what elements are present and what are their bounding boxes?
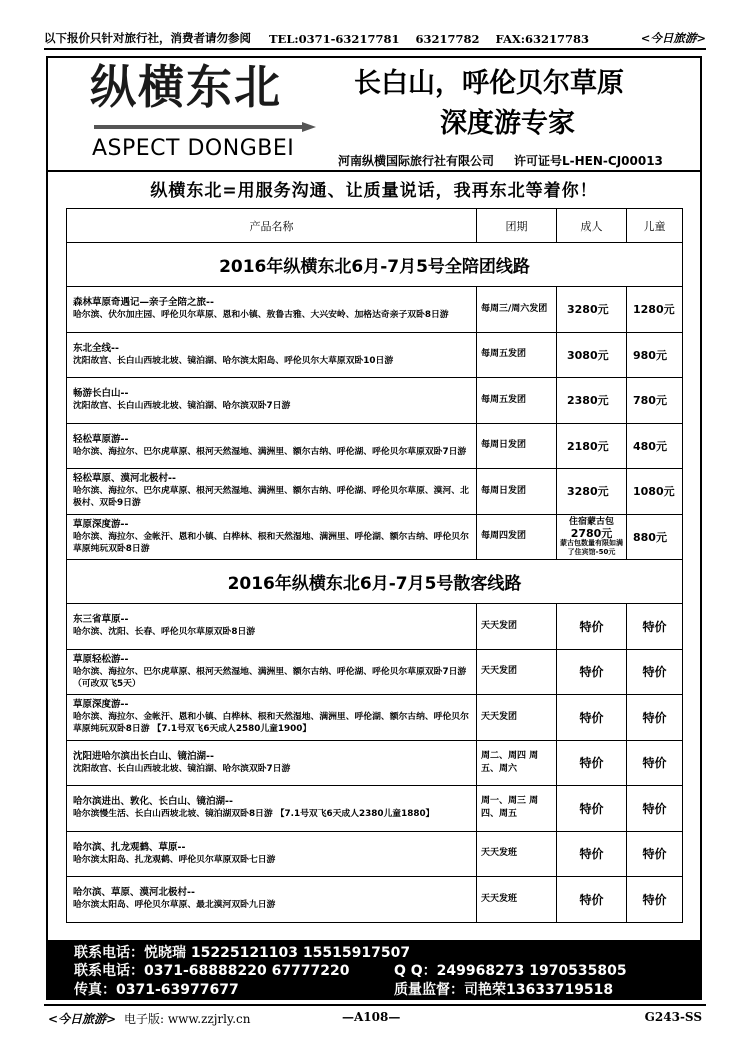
product-cell bbox=[67, 378, 477, 424]
child-price: 480元 bbox=[627, 423, 683, 469]
section-title-scatter: 2016年纵横东北6月-7月5号散客线路 bbox=[67, 560, 683, 604]
product-title: 沈阳进哈尔滨出长白山、镜泊湖-- bbox=[73, 750, 214, 762]
child-price: 特价 bbox=[627, 786, 683, 832]
adult-price: 3080元 bbox=[557, 332, 627, 378]
table-row bbox=[67, 831, 683, 877]
adult-price: 3280元 bbox=[557, 287, 627, 333]
product-desc: 沈阳故宫、长白山西坡北坡、镜泊湖、哈尔滨双卧7日游 bbox=[73, 401, 291, 412]
product-title: 东三省草原-- bbox=[73, 614, 129, 626]
schedule-cell: 每周日发团 bbox=[477, 469, 557, 515]
child-price: 880元 bbox=[627, 514, 683, 560]
schedule-cell: 周一、周三 周四、周五 bbox=[477, 786, 557, 832]
section-row bbox=[67, 560, 683, 604]
product-cell bbox=[67, 423, 477, 469]
adult-price: 特价 bbox=[557, 877, 627, 923]
product-cell bbox=[67, 740, 477, 786]
top-notice-bar bbox=[44, 30, 706, 50]
ad-header bbox=[48, 58, 700, 172]
child-price: 特价 bbox=[627, 695, 683, 741]
product-desc: 哈尔滨、海拉尔、金帐汗、恩和小镇、白桦林、根和天然湿地、满洲里、呼伦湖、额尔古纳、呼伦贝尔草原纯玩双卧8日游 【7.1号双飞6天成人2580儿童1900】 bbox=[73, 712, 469, 735]
adult-price-yurt bbox=[557, 514, 627, 560]
child-price: 特价 bbox=[627, 604, 683, 650]
product-cell bbox=[67, 604, 477, 650]
product-desc: 沈阳故宫、长白山西坡北坡、镜泊湖、哈尔滨太阳岛、呼伦贝尔大草原双卧10日游 bbox=[73, 355, 394, 366]
contact-phone-2: 联系电话：0371-68888220 67777220 bbox=[74, 963, 350, 979]
adult-price-note: 住宿蒙古包 bbox=[568, 516, 614, 527]
adult-price: 特价 bbox=[557, 604, 627, 650]
product-cell bbox=[67, 287, 477, 333]
product-desc: 哈尔滨、沈阳、长春、呼伦贝尔草原双卧8日游 bbox=[73, 627, 256, 638]
product-title: 森林草原奇遇记—亲子全陪之旅-- bbox=[73, 297, 214, 309]
child-price: 980元 bbox=[627, 332, 683, 378]
child-price: 780元 bbox=[627, 378, 683, 424]
product-title: 哈尔滨、扎龙观鹤、草原-- bbox=[73, 841, 186, 853]
schedule-cell: 每周四发团 bbox=[477, 514, 557, 560]
product-cell bbox=[67, 514, 477, 560]
schedule-cell: 周二、周四 周五、周六 bbox=[477, 740, 557, 786]
slogan: 纵横东北=用服务沟通、让质量说话，我再东北等着你！ bbox=[150, 181, 598, 201]
schedule-cell: 天天发团 bbox=[477, 604, 557, 650]
product-title: 畅游长白山-- bbox=[73, 388, 129, 400]
schedule-cell: 每周五发团 bbox=[477, 378, 557, 424]
adult-price: 特价 bbox=[557, 649, 627, 695]
logo-chinese: 纵横东北 bbox=[90, 60, 282, 114]
table-row bbox=[67, 287, 683, 333]
table-row bbox=[67, 332, 683, 378]
product-desc: 哈尔滨、海拉尔、巴尔虎草原、根河天然湿地、满洲里、额尔古纳、呼伦湖、呼伦贝尔草原双卧7日游（可改双飞5天） bbox=[73, 666, 467, 689]
product-cell bbox=[67, 786, 477, 832]
bottom-website: 电子版: www.zzjrly.cn bbox=[124, 1012, 251, 1026]
product-desc: 哈尔滨太阳岛、呼伦贝尔草原、最北漠河双卧九日游 bbox=[73, 900, 276, 911]
product-cell bbox=[67, 831, 477, 877]
product-cell bbox=[67, 877, 477, 923]
product-title: 轻松草原、漠河北极村-- bbox=[73, 473, 176, 485]
logo-english: ASPECT DONGBEI bbox=[92, 136, 295, 161]
adult-price: 2780元 bbox=[570, 526, 613, 540]
product-desc: 哈尔滨、海拉尔、巴尔虎草原、根河天然湿地、满洲里、额尔古纳、呼伦湖、呼伦贝尔草原、漠河、北极村、双卧9日游 bbox=[73, 486, 469, 509]
child-price: 1080元 bbox=[627, 469, 683, 515]
child-price: 特价 bbox=[627, 877, 683, 923]
page-number: —A108— bbox=[342, 1010, 401, 1024]
table-row bbox=[67, 649, 683, 695]
product-desc: 哈尔滨、海拉尔、巴尔虎草原、根河天然湿地、满洲里、额尔古纳、呼伦湖、呼伦贝尔草原双卧7日游 bbox=[73, 446, 467, 457]
contact-qq: Q Q：249968273 1970535805 bbox=[394, 963, 627, 979]
table-row bbox=[67, 514, 683, 560]
product-desc: 哈尔滨慢生活、长白山西坡北坡、镜泊湖双卧8日游 【7.1号双飞6天成人2380儿童1880】 bbox=[73, 809, 435, 820]
page-code: G243-SS bbox=[644, 1010, 702, 1024]
headline-primary: 长白山，呼伦贝尔草原 bbox=[354, 68, 624, 99]
child-price: 特价 bbox=[627, 831, 683, 877]
quality-supervisor: 质量监督：司艳荣13633719518 bbox=[394, 982, 614, 998]
child-price: 特价 bbox=[627, 649, 683, 695]
child-price: 1280元 bbox=[627, 287, 683, 333]
schedule-cell: 天天发班 bbox=[477, 877, 557, 923]
product-cell bbox=[67, 649, 477, 695]
schedule-cell: 每周五发团 bbox=[477, 332, 557, 378]
notice-text: 以下报价只针对旅行社，消费者请勿参阅 bbox=[44, 31, 251, 45]
table-row bbox=[67, 786, 683, 832]
product-title: 哈尔滨进出、敦化、长白山、镜泊湖-- bbox=[73, 796, 233, 808]
table-row bbox=[67, 378, 683, 424]
product-title: 轻松草原游-- bbox=[73, 433, 129, 445]
table-row bbox=[67, 469, 683, 515]
tel-text: TEL:0371-63217781 bbox=[269, 32, 400, 46]
header-child: 儿童 bbox=[627, 209, 683, 243]
child-price: 特价 bbox=[627, 740, 683, 786]
header-adult: 成人 bbox=[557, 209, 627, 243]
header-schedule: 团期 bbox=[477, 209, 557, 243]
product-title: 草原深度游-- bbox=[73, 699, 129, 711]
price-table bbox=[66, 208, 683, 923]
table-row bbox=[67, 877, 683, 923]
company-name: 河南纵横国际旅行社有限公司 bbox=[338, 154, 495, 168]
bottom-brand: <今日旅游> bbox=[48, 1012, 117, 1026]
table-row bbox=[67, 695, 683, 741]
adult-price: 2380元 bbox=[557, 378, 627, 424]
adult-price: 特价 bbox=[557, 786, 627, 832]
headline-secondary: 深度游专家 bbox=[440, 108, 575, 139]
adult-price: 特价 bbox=[557, 695, 627, 741]
product-desc: 哈尔滨、伏尔加庄园、呼伦贝尔草原、恩和小镇、敖鲁古雅、大兴安岭、加格达奇亲子双卧8日游 bbox=[73, 310, 449, 321]
header-product: 产品名称 bbox=[67, 209, 477, 243]
schedule-cell: 每周日发团 bbox=[477, 423, 557, 469]
schedule-cell: 天天发团 bbox=[477, 695, 557, 741]
adult-price-remark: 蒙古包数量有限如满了住宾馆-50元 bbox=[560, 538, 623, 556]
license-number: 许可证号L-HEN-CJ00013 bbox=[514, 154, 663, 168]
section-row bbox=[67, 243, 683, 287]
table-row bbox=[67, 740, 683, 786]
contact-footer bbox=[48, 940, 700, 1000]
tel2-text: 63217782 bbox=[415, 32, 480, 46]
product-desc: 沈阳故宫、长白山西坡北坡、镜泊湖、哈尔滨双卧7日游 bbox=[73, 763, 291, 774]
product-title: 草原深度游-- bbox=[73, 518, 129, 530]
product-title: 草原轻松游-- bbox=[73, 653, 129, 665]
contact-phone-1: 联系电话：悦晓瑞 15225121103 15515917507 bbox=[74, 945, 411, 961]
product-cell bbox=[67, 332, 477, 378]
product-cell bbox=[67, 695, 477, 741]
table-row bbox=[67, 423, 683, 469]
product-desc: 哈尔滨太阳岛、扎龙观鹤、呼伦贝尔草原双卧七日游 bbox=[73, 854, 276, 865]
magazine-brand: <今日旅游> bbox=[640, 31, 706, 45]
table-row bbox=[67, 604, 683, 650]
product-desc: 哈尔滨、海拉尔、金帐汗、恩和小镇、白桦林、根和天然湿地、满洲里、呼伦湖、额尔古纳、呼伦贝尔草原纯玩双卧8日游 bbox=[73, 531, 469, 554]
product-cell bbox=[67, 469, 477, 515]
adult-price: 3280元 bbox=[557, 469, 627, 515]
product-title: 哈尔滨、草原、漠河北极村-- bbox=[73, 887, 195, 899]
adult-price: 2180元 bbox=[557, 423, 627, 469]
product-title: 东北全线-- bbox=[73, 342, 119, 354]
ad-frame bbox=[46, 56, 702, 1000]
fax-text: FAX:63217783 bbox=[495, 32, 590, 46]
logo-arrow-icon bbox=[94, 122, 316, 132]
table-header-row bbox=[67, 209, 683, 243]
adult-price: 特价 bbox=[557, 831, 627, 877]
schedule-cell: 天天发团 bbox=[477, 649, 557, 695]
contact-fax: 传真：0371-63977677 bbox=[74, 982, 239, 998]
schedule-cell: 每周三/周六发团 bbox=[477, 287, 557, 333]
page-bottom-bar bbox=[44, 1004, 706, 1024]
schedule-cell: 天天发班 bbox=[477, 831, 557, 877]
adult-price: 特价 bbox=[557, 740, 627, 786]
section-title-group: 2016年纵横东北6月-7月5号全陪团线路 bbox=[67, 243, 683, 287]
